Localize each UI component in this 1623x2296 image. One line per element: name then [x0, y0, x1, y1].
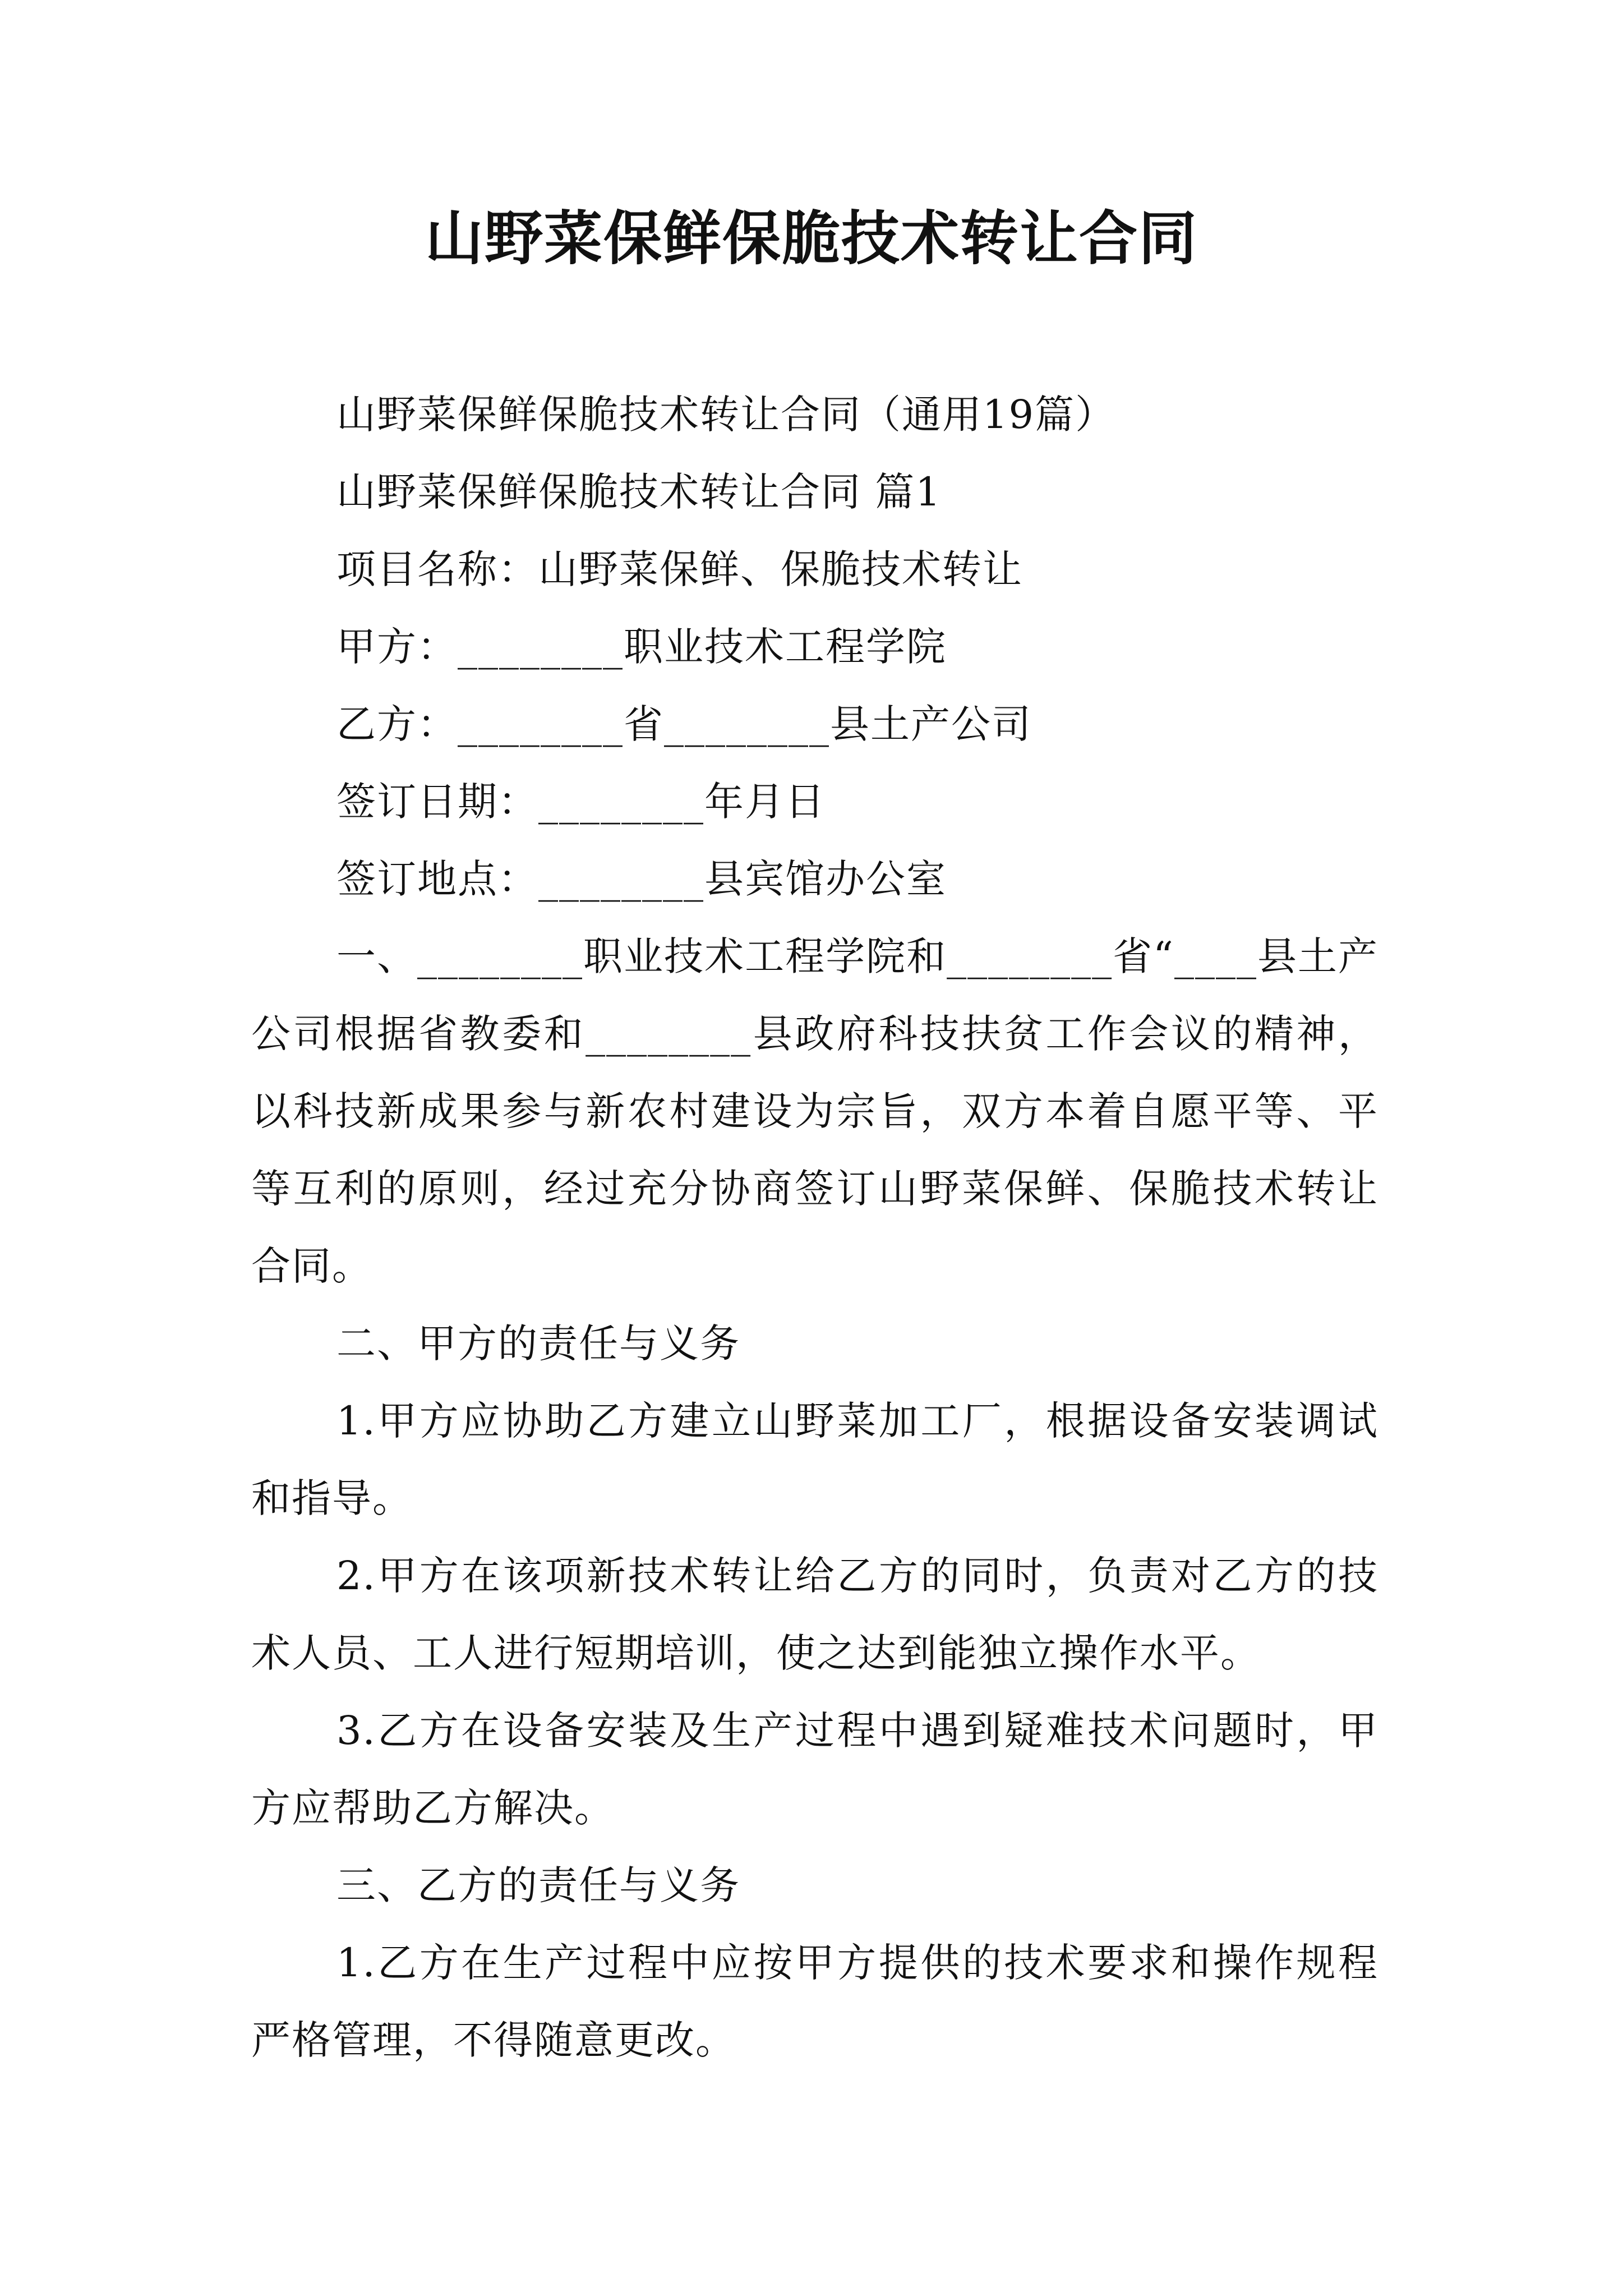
paragraph-party-a-duty-1: 1.甲方应协助乙方建立山野菜加工厂，根据设备安装调试和指导。 [251, 1398, 1378, 1521]
paragraph-section-three-heading: 三、乙方的责任与义务 [336, 1862, 740, 1908]
paragraph-party-a: 甲方：________职业技术工程学院 [336, 624, 947, 670]
paragraph-chapter-heading: 山野菜保鲜保脆技术转让合同 篇1 [336, 469, 942, 515]
paragraph-party-b: 乙方：________省________县土产公司 [336, 701, 1032, 747]
paragraph-project-name: 项目名称：山野菜保鲜、保脆技术转让 [336, 546, 1023, 592]
paragraph-section-one: 一、________职业技术工程学院和________省“____县土产公司根据省教委和________县政府科技扶贫工作会议的精神，以科技新成果参与新农村建设为宗旨，双方本着自愿平等、平等互利的原则，经过充分协商签订山野菜保鲜、保脆技术转让合同。 [251, 933, 1378, 1289]
paragraph-party-a-duty-3: 3.乙方在设备安装及生产过程中遇到疑难技术问题时，甲方应帮助乙方解决。 [251, 1708, 1378, 1831]
paragraph-section-two-heading: 二、甲方的责任与义务 [336, 1320, 740, 1366]
paragraph-subtitle: 山野菜保鲜保脆技术转让合同（通用19篇） [336, 392, 1116, 438]
paragraph-party-a-duty-2: 2.甲方在该项新技术转让给乙方的同时，负责对乙方的技术人员、工人进行短期培训，使之达到能独立操作水平。 [251, 1553, 1378, 1676]
paragraph-signing-place: 签订地点：________县宾馆办公室 [336, 856, 947, 902]
document-body [251, 376, 1378, 2079]
document-title: 山野菜保鲜保脆技术转让合同 [425, 204, 1198, 273]
paragraph-signing-date: 签订日期：________年月日 [336, 779, 826, 825]
paragraph-party-b-duty-1: 1.乙方在生产过程中应按甲方提供的技术要求和操作规程严格管理，不得随意更改。 [251, 1940, 1378, 2063]
